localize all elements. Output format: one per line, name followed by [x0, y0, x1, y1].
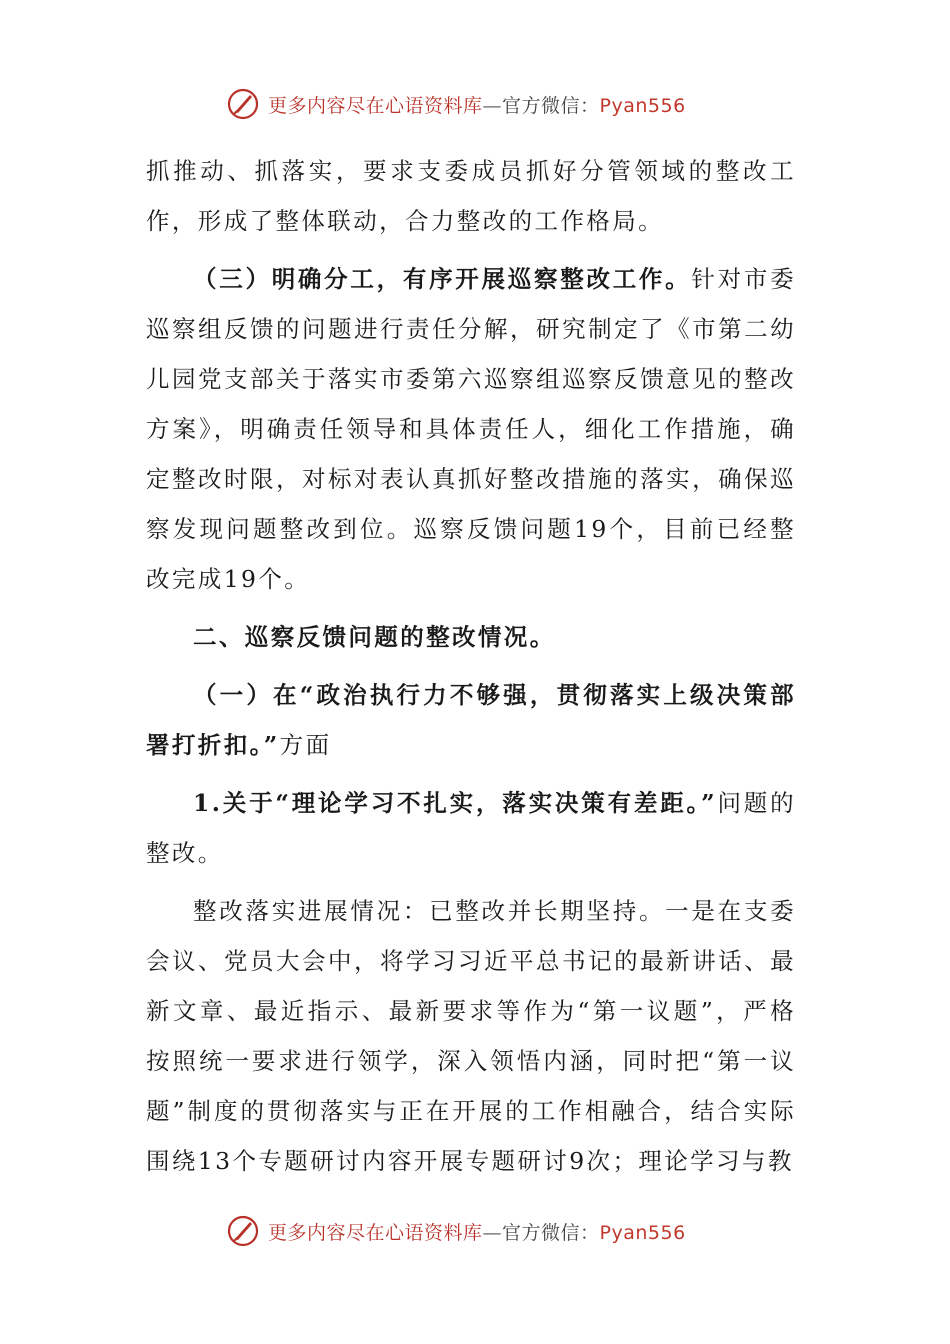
- wechat-account: Pyan556: [599, 1221, 686, 1244]
- wechat-label: 官方微信：: [502, 1221, 600, 1244]
- paragraph-heading: （三）明确分工，有序开展巡察整改工作。: [193, 265, 692, 293]
- header-banner-text: [268, 91, 686, 118]
- paragraph-continuation: [146, 146, 796, 246]
- header-watermark-banner: [226, 84, 746, 124]
- banner-separator: —: [482, 1221, 503, 1244]
- section-heading-text: 二、巡察反馈问题的整改情况。: [193, 623, 556, 651]
- quill-logo-icon: [226, 1214, 260, 1248]
- brand-text: 更多内容尽在心语资料库: [268, 94, 483, 117]
- paragraph-text: 问题的整改。: [146, 789, 796, 867]
- footer-watermark-banner: [226, 1211, 746, 1251]
- footer-banner-text: [268, 1218, 686, 1245]
- brand-text: 更多内容尽在心语资料库: [268, 1221, 483, 1244]
- wechat-account: Pyan556: [599, 94, 686, 117]
- paragraph-division-of-work: [146, 254, 796, 604]
- paragraph-text: 抓推动、抓落实，要求支委成员抓好分管领域的整改工作，形成了整体联动，合力整改的工作格局。: [146, 157, 796, 235]
- quill-logo-icon: [226, 87, 260, 121]
- paragraph-text: 针对市委巡察组反馈的问题进行责任分解，研究制定了《市第二幼儿园党支部关于落实市委第六巡察组巡察反馈意见的整改方案》，明确责任领导和具体责任人，细化工作措施，确定整改时限，对标对表认真抓好整改措施的落实，确保巡察发现问题整改到位。巡察反馈问题19个，目前已经整改完成19个。: [146, 265, 796, 593]
- section-heading: [146, 612, 796, 662]
- paragraph-heading: 1.关于“理论学习不扎实，落实决策有差距。”: [193, 789, 718, 817]
- document-body: [146, 146, 796, 1194]
- paragraph-item-one: [146, 778, 796, 878]
- paragraph-text: 整改落实进展情况：已整改并长期坚持。一是在支委会议、党员大会中，将学习习近平总书记的最新讲话、最新文章、最近指示、最新要求等作为“第一议题”，严格按照统一要求进行领学，深入领悟内涵，同时把“第一议题”制度的贯彻落实与正在开展的工作相融合，结合实际围绕13个专题研讨内容开展专题研讨9次；理论学习与教: [146, 897, 796, 1175]
- paragraph-subsection-one: [146, 670, 796, 770]
- wechat-label: 官方微信：: [502, 94, 600, 117]
- paragraph-heading: （一）在“政治执行力不够强，贯彻落实上级决策部署打折扣。”: [146, 681, 796, 759]
- paragraph-progress: [146, 886, 796, 1186]
- banner-separator: —: [482, 94, 503, 117]
- paragraph-text: 方面: [279, 731, 332, 759]
